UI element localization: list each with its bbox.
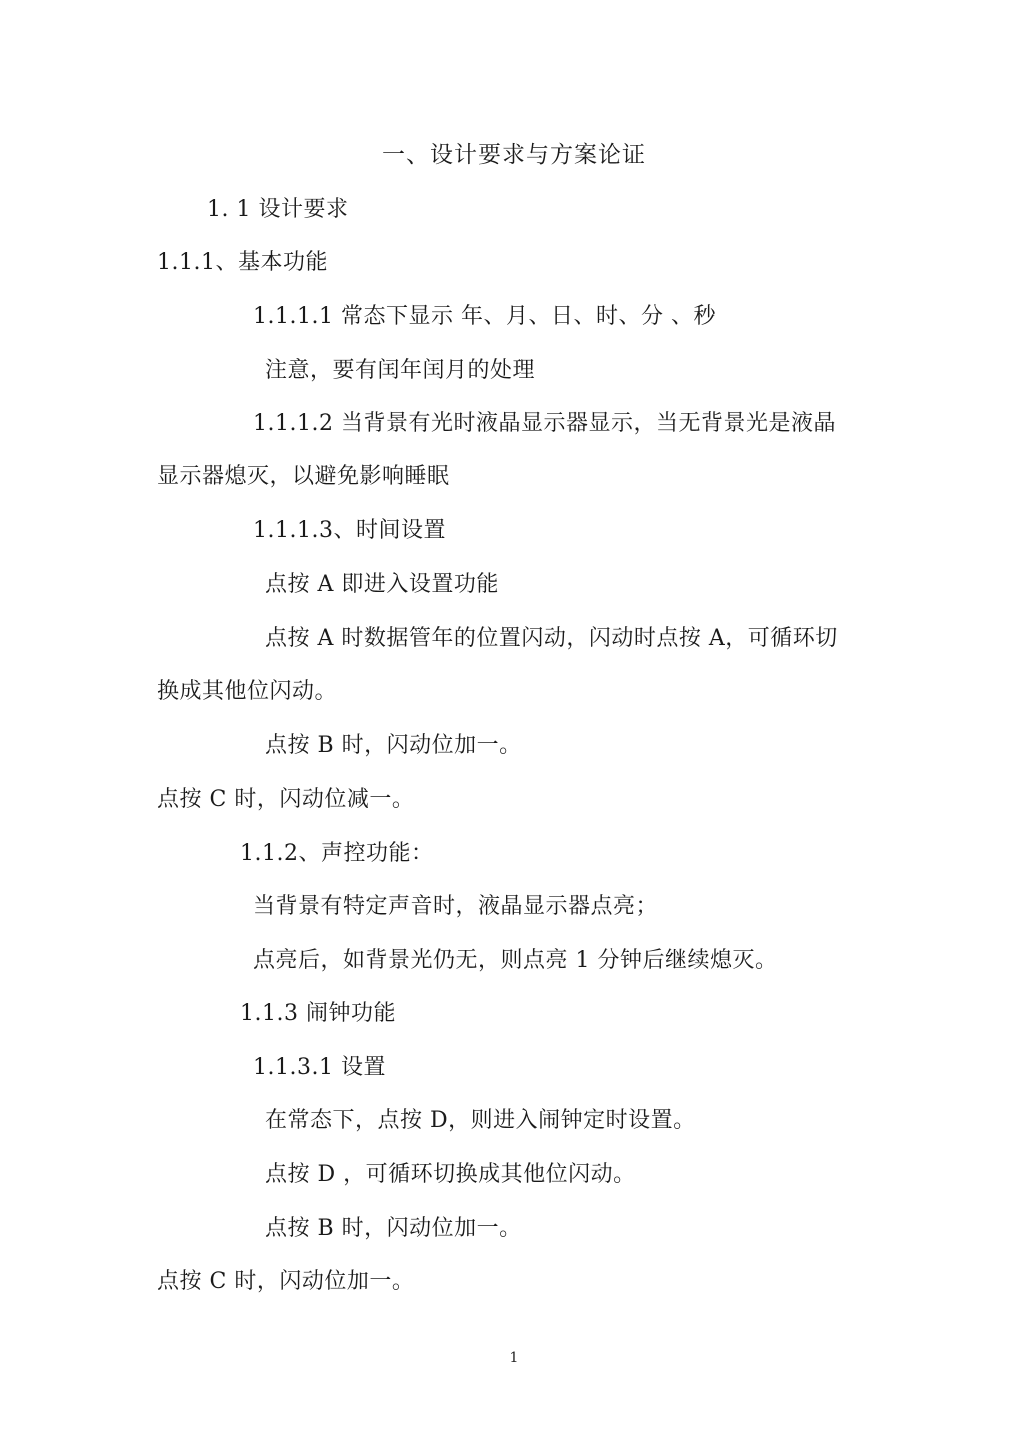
page-title: 一、设计要求与方案论证	[382, 142, 646, 168]
paragraph-line: 1.1.1.1 常态下显示 年、月、日、时、分 、秒	[253, 304, 716, 329]
subsection-heading: 1.1.1、基本功能	[157, 250, 328, 275]
paragraph-line: 显示器熄灭，以避免影响睡眠	[157, 464, 450, 489]
paragraph-line: 在常态下，点按 D，则进入闹钟定时设置。	[265, 1108, 696, 1133]
paragraph-line: 注意，要有闰年闰月的处理	[265, 358, 536, 383]
paragraph-line: 点按 B 时，闪动位加一。	[265, 1216, 522, 1241]
page-number: 1	[509, 1350, 519, 1366]
paragraph-line: 点按 C 时，闪动位减一。	[157, 787, 415, 812]
paragraph-line: 点按 D ，可循环切换成其他位闪动。	[265, 1162, 636, 1187]
paragraph-line: 点按 A 时数据管年的位置闪动，闪动时点按 A，可循环切	[265, 626, 838, 651]
paragraph-line: 1.1.1.3、时间设置	[253, 518, 446, 543]
subsection-heading: 1.1.3 闹钟功能	[240, 1001, 396, 1026]
paragraph-line: 当背景有特定声音时，液晶显示器点亮；	[253, 894, 659, 919]
paragraph-line: 点按 A 即进入设置功能	[265, 572, 499, 597]
paragraph-line: 点按 C 时，闪动位加一。	[157, 1269, 415, 1294]
paragraph-line: 点亮后，如背景光仍无，则点亮 1 分钟后继续熄灭。	[253, 948, 778, 973]
paragraph-line: 1.1.1.2 当背景有光时液晶显示器显示，当无背景光是液晶	[253, 411, 836, 436]
paragraph-line: 换成其他位闪动。	[157, 679, 338, 704]
section-heading: 1. 1 设计要求	[207, 197, 349, 222]
paragraph-line: 1.1.3.1 设置	[253, 1055, 386, 1080]
paragraph-line: 点按 B 时，闪动位加一。	[265, 733, 522, 758]
subsection-heading: 1.1.2、声控功能：	[240, 841, 434, 866]
